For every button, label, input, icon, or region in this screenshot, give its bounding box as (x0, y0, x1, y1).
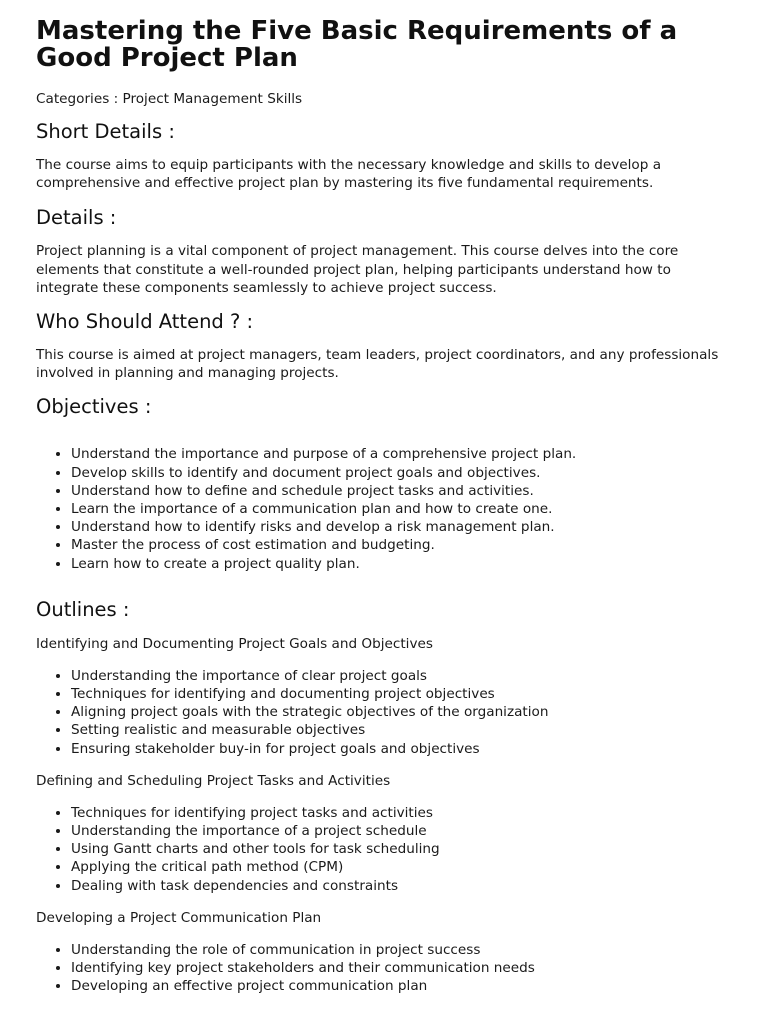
outline-section-title: Identifying and Documenting Project Goals and Objectives (36, 635, 433, 652)
list-item: • Understanding the role of communication in project success (71, 941, 734, 959)
list-item: • Using Gantt charts and other tools for task scheduling (71, 840, 734, 858)
list-item: • Aligning project goals with the strategic objectives of the organization (71, 703, 734, 721)
list-item: • Identifying key project stakeholders and their communication needs (71, 959, 734, 977)
who-should-attend-heading: Who Should Attend ? : (36, 310, 254, 334)
objectives-list (36, 445, 734, 572)
list-item: • Applying the critical path method (CPM) (71, 858, 734, 876)
list-item: • Understand how to identify risks and develop a risk management plan. (71, 518, 734, 536)
outline-section-list (36, 667, 734, 758)
list-item: • Ensuring stakeholder buy-in for project goals and objectives (71, 740, 734, 758)
outline-section-list (36, 941, 734, 996)
details-text: Project planning is a vital component of project management. This course delves into the core elements that constitute a well-rounded project plan, helping participants understand how to integrate these components seamlessly to achieve project success. (36, 243, 679, 296)
list-item: • Learn how to create a project quality plan. (71, 555, 734, 573)
list-item: • Learn the importance of a communication plan and how to create one. (71, 500, 734, 518)
list-item: • Dealing with task dependencies and constraints (71, 877, 734, 895)
outline-section-list (36, 804, 734, 895)
short-details-heading: Short Details : (36, 120, 175, 143)
categories-label: Categories : Project Management Skills (36, 91, 303, 107)
details-heading: Details : (36, 206, 117, 230)
objectives-heading: Objectives : (36, 395, 152, 419)
outlines-heading: Outlines : (36, 597, 130, 621)
list-item: • Develop skills to identify and document project goals and objectives. (71, 464, 734, 482)
list-item: • Understanding the importance of a project schedule (71, 822, 734, 840)
list-item: • Techniques for identifying project tasks and activities (71, 804, 734, 822)
outline-section-title: Defining and Scheduling Project Tasks and Activities (36, 772, 391, 789)
outline-section-title: Developing a Project Communication Plan (36, 909, 322, 926)
page-title: Mastering the Five Basic Requirements of a Good Project Plan (36, 16, 678, 73)
list-item: • Techniques for identifying and documenting project objectives (71, 685, 734, 703)
list-item: • Understand the importance and purpose of a comprehensive project plan. (71, 445, 734, 463)
list-item: • Understand how to define and schedule project tasks and activities. (71, 482, 734, 500)
list-item: • Setting realistic and measurable objectives (71, 721, 734, 739)
list-item: • Understanding the importance of clear project goals (71, 667, 734, 685)
list-item: • Developing an effective project communication plan (71, 977, 734, 995)
short-details-text: The course aims to equip participants with the necessary knowledge and skills to develop a comprehensive and effective project plan by mastering its five fundamental requirements. (36, 157, 662, 192)
list-item: • Master the process of cost estimation and budgeting. (71, 536, 734, 554)
who-should-attend-text: This course is aimed at project managers, team leaders, project coordinators, and any professionals involved in planning and managing projects. (36, 347, 719, 382)
